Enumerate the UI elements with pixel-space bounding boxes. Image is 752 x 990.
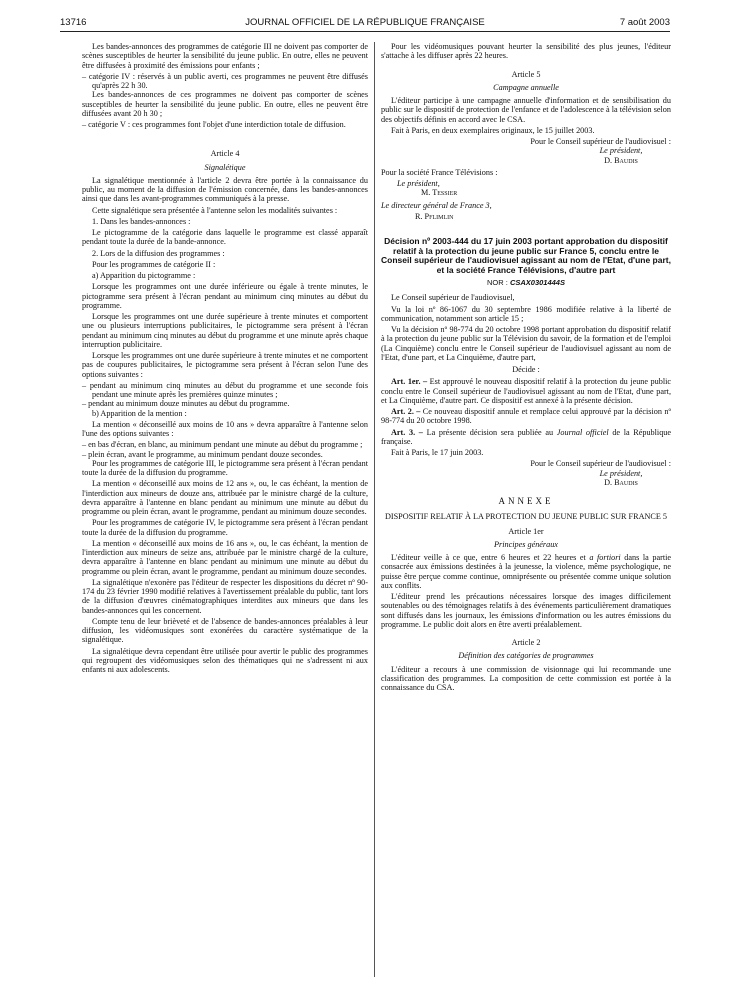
paragraph: Les bandes-annonces des programmes de catégorie III ne doivent pas comporter de scènes susceptibles de heurter la sensibilité du jeune public. En outre, elles ne peuvent être diffusées à proximité des émissions pour enfants ; bbox=[82, 42, 368, 70]
paragraph: La signalétique mentionnée à l'article 2 devra être portée à la connaissance du public, au moment de la diffusion de l'émission concernée, dans les bandes-annonces ainsi que dans les avant-programmes communiqués à la presse. bbox=[82, 175, 368, 204]
article-3 bbox=[381, 428, 671, 447]
article-1-title: Article 1er bbox=[508, 526, 544, 536]
paragraph: L'éditeur participe à une campagne annuelle d'information et de sensibilisation du public sur le dispositif de protection de l'enfance et de l'adolescence à la télévision selon des objectifs définis en accord avec le CSA. bbox=[381, 96, 671, 124]
signature-line: Pour la société France Télévisions : bbox=[381, 167, 498, 177]
paragraph: 2. Lors de la diffusion des programmes : bbox=[92, 248, 225, 258]
issue-date: 7 août 2003 bbox=[619, 17, 670, 28]
nor-code: CSAX0301444S bbox=[509, 278, 565, 287]
text: dans la partie consacrée aux émissions destinées à la jeunesse, la violence, même psychologique, ne puisse être perçue comme continue, omniprésente ou présentée comme unique solution aux conflits. bbox=[381, 553, 672, 590]
paragraph: a) Apparition du pictogramme : bbox=[92, 271, 196, 280]
signature-role: Le président, bbox=[599, 468, 643, 478]
article-1 bbox=[381, 377, 671, 405]
paragraph: L'éditeur a recours à une commission de visionnage qui lui recommande une classification des programmes. La composition de cette commission est portée à la connaissance du CSA. bbox=[381, 664, 671, 692]
paragraph bbox=[381, 553, 671, 590]
article-label: Art. 1er. – bbox=[391, 377, 428, 387]
article-text: Ce nouveau dispositif annule et remplace celui approuvé par la décision nº 98-774 du 20 octobre 1998. bbox=[381, 407, 672, 426]
annexe-heading: ANNEXE bbox=[498, 496, 554, 506]
paragraph: Pour les vidéomusiques pouvant heurter la sensibilité des plus jeunes, l'éditeur s'attache à les diffuser après 22 heures. bbox=[381, 42, 671, 61]
signature-line: Pour le Conseil supérieur de l'audiovisuel : bbox=[530, 137, 671, 146]
article-text: de la République française. bbox=[381, 427, 672, 446]
signature-name: M. Tessier bbox=[421, 188, 458, 198]
nor-label: NOR : bbox=[487, 278, 508, 287]
signature-role: Le président, bbox=[397, 179, 440, 188]
emphasis: a fortiori bbox=[589, 553, 621, 562]
list-item: – pendant au minimum cinq minutes au début du programme et une seconde fois pendant une minute après les premières quinze minutes ; bbox=[82, 381, 368, 400]
text: L'éditeur veille à ce que, entre 6 heures et 22 heures et bbox=[391, 553, 586, 562]
article-label: Art. 3. – bbox=[391, 427, 423, 437]
paragraph: Vu la loi nº 86-1067 du 30 septembre 1986 modifiée relative à la liberté de communication, notamment son article 15 ; bbox=[381, 304, 671, 323]
signature-name: R. Pflimlin bbox=[415, 211, 454, 221]
signature-line: Pour le Conseil supérieur de l'audiovisuel : bbox=[530, 459, 671, 469]
signature-role: Le directeur général de France 3, bbox=[381, 200, 492, 210]
list-item: – pendant au minimum douze minutes au début du programme. bbox=[82, 399, 368, 408]
list-item: – plein écran, avant le programme, au minimum pendant douze secondes. bbox=[82, 450, 368, 459]
article-1-subtitle: Principes généraux bbox=[494, 539, 558, 549]
right-column bbox=[381, 42, 671, 694]
article-4-title: Article 4 bbox=[210, 149, 240, 159]
paragraph: Pour les programmes de catégorie III, le pictogramme sera présent à l'écran pendant toute la durée de la diffusion du programme. bbox=[82, 458, 368, 477]
page-number: 13716 bbox=[60, 17, 87, 28]
article-5-title: Article 5 bbox=[511, 69, 541, 79]
paragraph: La mention « déconseillé aux moins de 12 ans », ou, le cas échéant, la mention de l'interdiction aux mineurs de douze ans, attribuée par le ministre chargé de la culture, devra apparaître à l'antenne en blanc pendant au minimum une minute au début du programme ou plein écran, avant le programme, pendant au minimum douze secondes. bbox=[82, 479, 368, 516]
signature-name: D. Baudis bbox=[604, 155, 638, 165]
paragraph: La signalétique devra cependant être utilisée pour avertir le public des programmes qui regroupent des vidéomusiques selon des thématiques qui ne s'adressent ni aux enfants ni aux adolescents. bbox=[82, 646, 368, 674]
article-2-title: Article 2 bbox=[511, 638, 541, 647]
paragraph: Lorsque les programmes ont une durée supérieure à trente minutes et ne comportent pas de coupures publicitaires, le pictogramme sera présent à l'écran selon l'une des options suivantes : bbox=[82, 351, 368, 379]
paragraph: Vu la décision nº 98-774 du 20 octobre 1998 portant approbation du dispositif relatif à la protection du jeune public sur la Télévision du savoir, de la formation et de l'emploi (La Cinquième) conclu entre le Conseil supérieur de l'audiovisuel agissant au nom de l'Etat, d'une part, et La Cinquième, d'autre part, bbox=[381, 325, 671, 362]
page-header bbox=[60, 17, 670, 32]
paragraph: Les bandes-annonces de ces programmes ne doivent pas comporter de scènes susceptibles de heurter la sensibilité du jeune public. En outre, elles ne peuvent être diffusées avant 20 h 30 ; bbox=[82, 90, 368, 118]
paragraph: Fait à Paris, en deux exemplaires originaux, le 15 juillet 2003. bbox=[391, 125, 595, 135]
paragraph: 1. Dans les bandes-annonces : bbox=[92, 216, 191, 226]
paragraph: Lorsque les programmes ont une durée inférieure ou égale à trente minutes, le pictogramme sera présent à l'écran pendant au minimum cinq minutes au début du programme. bbox=[82, 282, 368, 310]
paragraph: Pour les programmes de catégorie II : bbox=[92, 259, 216, 269]
nor-reference bbox=[381, 278, 671, 287]
paragraph: L'éditeur prend les précautions nécessaires lorsque des images difficilement soutenables ou des témoignages relatifs à des événements particulièrement dramatiques sont diffusés dans les journaux, les émissions d'information ou les autres émissions du programme. Le public doit alors en être averti préalablement. bbox=[381, 592, 671, 629]
paragraph: Cette signalétique sera présentée à l'antenne selon les modalités suivantes : bbox=[92, 205, 338, 215]
paragraph: La mention « déconseillé aux moins de 10 ans » devra apparaître à l'antenne selon l'une des options suivantes : bbox=[82, 419, 368, 438]
list-item: – catégorie IV : réservés à un public averti, ces programmes ne peuvent être diffusés qu'après 22 h 30. bbox=[82, 72, 368, 91]
paragraph: b) Apparition de la mention : bbox=[92, 408, 187, 418]
journal-title: JOURNAL OFFICIEL DE LA RÉPUBLIQUE FRANÇAISE bbox=[245, 17, 485, 28]
decide-heading: Décide : bbox=[512, 365, 540, 374]
article-label: Art. 2. – bbox=[391, 407, 421, 416]
left-column bbox=[82, 42, 368, 676]
column-divider bbox=[374, 42, 375, 977]
article-2 bbox=[381, 407, 671, 426]
signature-role: Le président, bbox=[599, 146, 643, 156]
article-4-subtitle: Signalétique bbox=[204, 162, 246, 172]
paragraph: Le Conseil supérieur de l'audiovisuel, bbox=[391, 293, 515, 303]
article-text: La présente décision sera publiée au bbox=[426, 427, 554, 437]
decision-title: Décision nº 2003-444 du 17 juin 2003 portant approbation du dispositif relatif à la protection du jeune public sur France 5, conclu entre le Conseil supérieur de l'audiovisuel agissant au nom de l'Etat, d'une part, et la société France Télévisions, d'autre part bbox=[381, 236, 671, 275]
article-text: Est approuvé le nouveau dispositif relatif à la protection du jeune public conclu entre le Conseil supérieur de l'audiovisuel agissant au nom de l'Etat, d'une part, et La Cinquième, d'autre part. Ce dispositif est annexé à la présente décision. bbox=[381, 377, 671, 405]
paragraph: Pour les programmes de catégorie IV, le pictogramme sera présent à l'écran pendant toute la durée de la diffusion du programme. bbox=[82, 518, 368, 537]
paragraph: Fait à Paris, le 17 juin 2003. bbox=[391, 448, 484, 457]
list-item: – catégorie V : ces programmes font l'objet d'une interdiction totale de diffusion. bbox=[82, 120, 368, 129]
paragraph: Compte tenu de leur brièveté et de l'absence de bandes-annonces préalables à leur diffusion, les vidéomusiques sont exonérées du caractère systématique de la signalétique. bbox=[82, 616, 368, 645]
article-5-subtitle: Campagne annuelle bbox=[493, 82, 559, 92]
annexe-subtitle: DISPOSITIF RELATIF À LA PROTECTION DU JEUNE PUBLIC SUR FRANCE 5 bbox=[384, 512, 668, 522]
article-2-subtitle: Définition des catégories de programmes bbox=[458, 651, 594, 661]
paragraph: Le pictogramme de la catégorie dans laquelle le programme est classé apparaît pendant toute la durée de la bande-annonce. bbox=[82, 228, 368, 247]
list-item: – en bas d'écran, en blanc, au minimum pendant une minute au début du programme ; bbox=[82, 440, 368, 449]
paragraph: La signalétique n'exonère pas l'éditeur de respecter les dispositions du décret nº 90-174 du 23 février 1990 modifié relatives à l'avertissement préalable du public, tant lors de la diffusion d'œuvres cinématographiques interdites aux mineurs que dans les bandes-annonces qui les concernent. bbox=[82, 577, 368, 615]
paragraph: La mention « déconseillé aux moins de 16 ans », ou, le cas échéant, la mention de l'interdiction aux mineurs de seize ans, attribuée par le ministre chargé de la culture, devra apparaître à l'antenne en blanc pendant au minimum une minute au début du programme ou plein écran, avant le programme, pendant au minimum douze secondes. bbox=[82, 538, 368, 576]
signature-name: D. Baudis bbox=[604, 477, 638, 487]
paragraph: Lorsque les programmes ont une durée supérieure à trente minutes et comportent une ou plusieurs interruptions publicitaires, le pictogramme sera présent à l'écran pendant au minimum cinq minutes au début du programme et une minute après chaque interruption publicitaire. bbox=[82, 312, 368, 349]
journal-name: Journal officiel bbox=[556, 427, 609, 437]
